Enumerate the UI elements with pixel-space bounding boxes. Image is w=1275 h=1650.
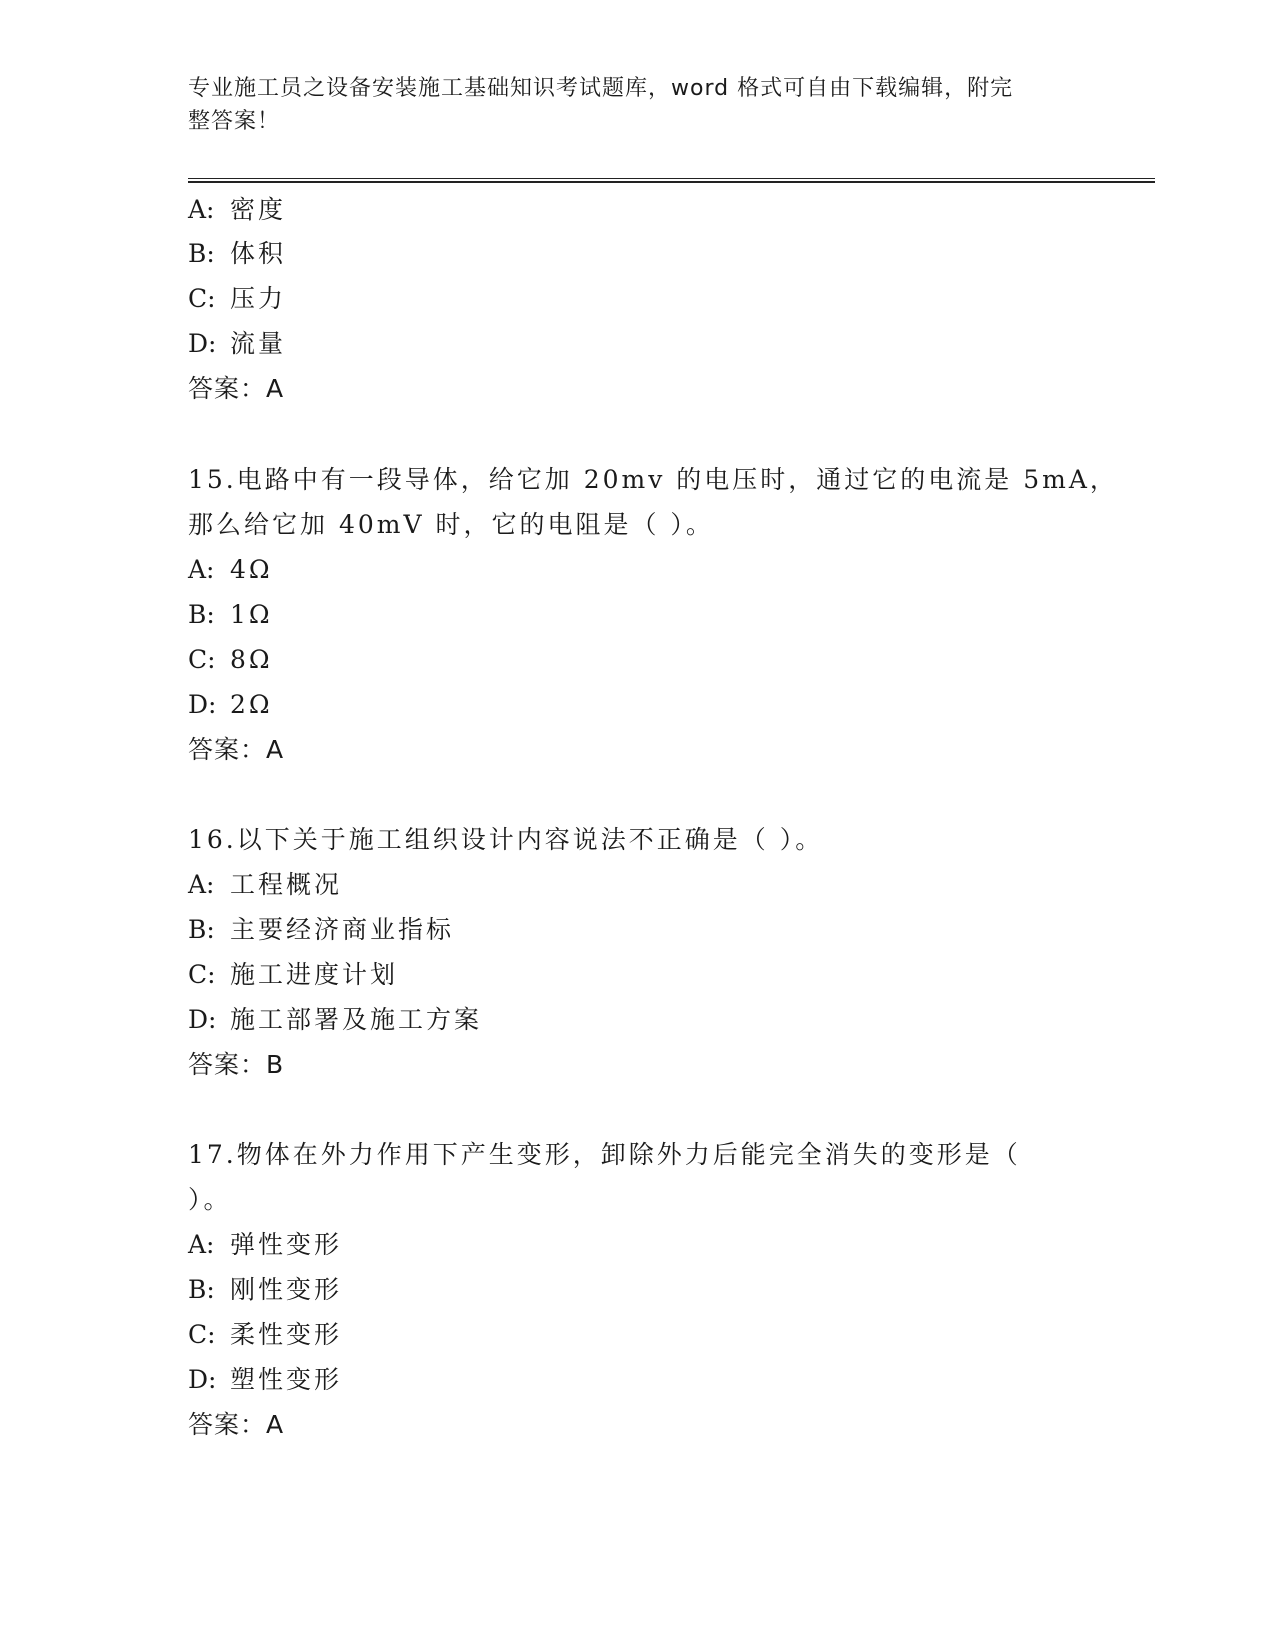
option-d: D: 2Ω bbox=[188, 690, 273, 719]
question-stem-line-2: 那么给它加 40mV 时，它的电阻是（ ）。 bbox=[188, 510, 714, 539]
answer-line: 答案：A bbox=[188, 735, 285, 764]
header-line-1: 专业施工员之设备安装施工基础知识考试题库，word 格式可自由下载编辑，附完 bbox=[188, 76, 1014, 101]
answer-line: 答案：A bbox=[188, 374, 285, 403]
question-stem-line-1: 15.电路中有一段导体，给它加 20mv 的电压时，通过它的电流是 5mA， bbox=[188, 465, 1118, 494]
answer-line: 答案：B bbox=[188, 1050, 285, 1079]
option-a: A: 密度 bbox=[188, 195, 287, 224]
answer-line: 答案：A bbox=[188, 1410, 285, 1439]
option-b: B: 体积 bbox=[188, 239, 287, 268]
document-header bbox=[188, 72, 1068, 138]
option-c: C: 压力 bbox=[188, 284, 287, 313]
question-stem-line-2: ）。 bbox=[188, 1185, 232, 1214]
option-a: A: 4Ω bbox=[188, 555, 273, 584]
option-a: A: 工程概况 bbox=[188, 870, 343, 899]
header-divider bbox=[188, 178, 1155, 183]
option-d: D: 流量 bbox=[188, 329, 287, 358]
header-line-2: 整答案！ bbox=[188, 109, 281, 134]
option-d: D: 塑性变形 bbox=[188, 1365, 343, 1394]
option-a: A: 弹性变形 bbox=[188, 1230, 343, 1259]
question-stem-line-1: 16.以下关于施工组织设计内容说法不正确是（ ）。 bbox=[188, 825, 824, 854]
option-c: C: 柔性变形 bbox=[188, 1320, 343, 1349]
option-b: B: 1Ω bbox=[188, 600, 273, 629]
option-b: B: 主要经济商业指标 bbox=[188, 915, 455, 944]
question-stem-line-1: 17.物体在外力作用下产生变形，卸除外力后能完全消失的变形是（ bbox=[188, 1140, 1021, 1169]
option-c: C: 8Ω bbox=[188, 645, 273, 674]
option-b: B: 刚性变形 bbox=[188, 1275, 343, 1304]
option-c: C: 施工进度计划 bbox=[188, 960, 399, 989]
option-d: D: 施工部署及施工方案 bbox=[188, 1005, 483, 1034]
